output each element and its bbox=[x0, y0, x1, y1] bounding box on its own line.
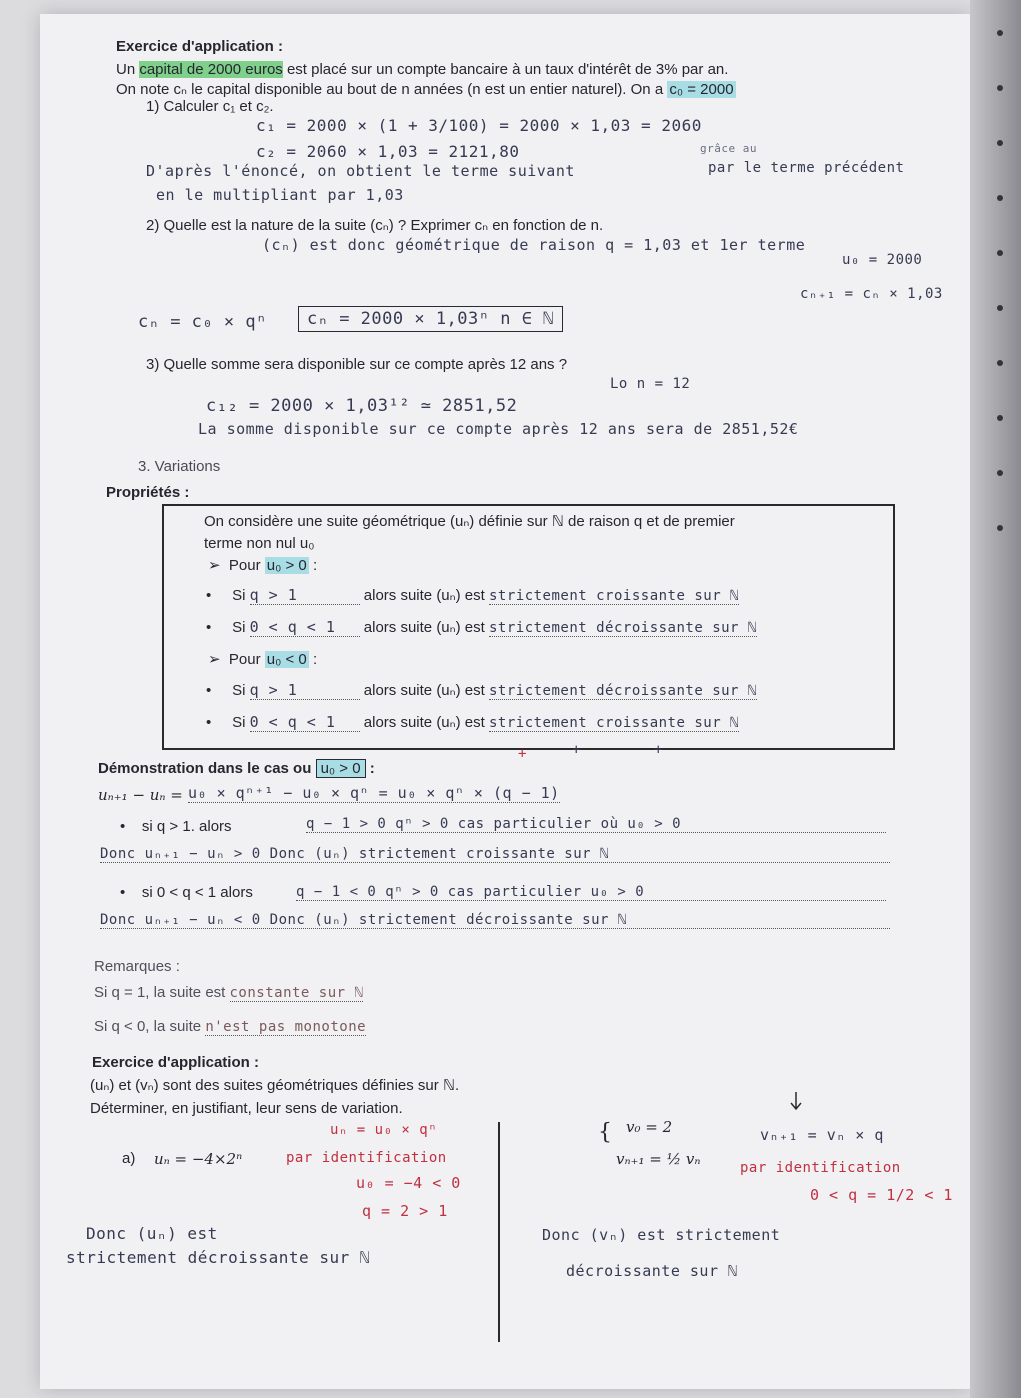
highlighted-capital: capital de 2000 euros bbox=[139, 61, 283, 78]
handwritten-margin-grace: grâce au bbox=[700, 142, 757, 155]
handwritten-a-identification: par identification bbox=[286, 1150, 447, 1166]
property-row-1: • Si q > 1 alors suite (uₙ) est strictement croissante sur ℕ bbox=[206, 586, 739, 604]
exercise2-title: Exercice d'application : bbox=[92, 1054, 259, 1071]
handwritten-cn-formula: cₙ = c₀ × qⁿ bbox=[138, 312, 267, 332]
part-b-v0: v₀ = 2 bbox=[626, 1118, 673, 1136]
part-b-recurrence: vₙ₊₁ = ½ vₙ bbox=[616, 1150, 701, 1168]
properties-intro-line2: terme non nul u₀ bbox=[204, 535, 315, 552]
handwritten-a-q: q = 2 > 1 bbox=[362, 1202, 448, 1220]
handwritten-conclusion-1: Donc uₙ₊₁ − uₙ > 0 Donc (uₙ) strictement croissante sur ℕ bbox=[100, 846, 890, 863]
remark-q-equals-1: Si q = 1, la suite est constante sur ℕ bbox=[94, 984, 364, 1001]
handwritten-factorization: u₀ × qⁿ⁺¹ − u₀ × qⁿ = u₀ × qⁿ × (q − 1) bbox=[188, 784, 560, 802]
handwritten-a-u0: u₀ = −4 < 0 bbox=[356, 1174, 461, 1192]
part-a-label: a) bbox=[122, 1150, 136, 1167]
handwritten-b-general-form: vₙ₊₁ = vₙ × q bbox=[760, 1126, 884, 1144]
plus-sign-3: + bbox=[654, 742, 663, 758]
handwritten-a-general-form: uₙ = u₀ × qⁿ bbox=[330, 1122, 438, 1138]
question-2: 2) Quelle est la nature de la suite (cₙ) ? Exprimer cₙ en fonction de n. bbox=[146, 217, 604, 234]
handwritten-b-q: 0 < q = 1/2 < 1 bbox=[810, 1186, 953, 1204]
system-brace: { bbox=[598, 1120, 612, 1145]
handwritten-conclusion-2: Donc uₙ₊₁ − uₙ < 0 Donc (uₙ) strictement décroissante sur ℕ bbox=[100, 912, 890, 929]
highlighted-c0: c₀ = 2000 bbox=[669, 81, 734, 98]
difference-expression: uₙ₊₁ − uₙ = bbox=[98, 786, 183, 804]
handwritten-explanation: D'après l'énoncé, on obtient le terme suivant bbox=[146, 162, 575, 180]
handwritten-case2: q − 1 < 0 qⁿ > 0 cas particulier u₀ > 0 bbox=[296, 884, 886, 901]
handwritten-c12: c₁₂ = 2000 × 1,03¹² ≃ 2851,52 bbox=[206, 396, 518, 416]
demonstration-title: Démonstration dans le cas ou u₀ > 0 : bbox=[98, 760, 375, 777]
exercise1-statement-line1: Un capital de 2000 euros est placé sur un compte bancaire à un taux d'intérêt de 3% par an. bbox=[116, 61, 729, 78]
handwritten-sum-sentence: La somme disponible sur ce compte après 12 ans sera de 2851,52€ bbox=[198, 420, 799, 438]
case-q-greater-1: • si q > 1. alors bbox=[120, 818, 232, 835]
exercise1-statement-line2: On note cₙ le capital disponible au bout de n années (n est un entier naturel). On a c₀ = 2000 bbox=[116, 81, 734, 98]
handwritten-a-conclusion-1: Donc (uₙ) est bbox=[86, 1224, 218, 1243]
exercise2-line2: Déterminer, en justifiant, leur sens de variation. bbox=[90, 1100, 403, 1117]
case-negative-u0: ➢ Pour u₀ < 0 : bbox=[208, 651, 318, 668]
exercise1-title: Exercice d'application : bbox=[116, 38, 283, 55]
property-row-4: • Si 0 < q < 1 alors suite (uₙ) est strictement croissante sur ℕ bbox=[206, 713, 739, 731]
handwritten-c1: c₁ = 2000 × (1 + 3/100) = 2000 × 1,03 = 2060 bbox=[256, 116, 702, 135]
column-divider bbox=[498, 1122, 500, 1342]
handwritten-margin-terme: par le terme précédent bbox=[708, 160, 905, 176]
property-row-3: • Si q > 1 alors suite (uₙ) est strictement décroissante sur ℕ bbox=[206, 681, 757, 699]
exercise2-line1: (uₙ) et (vₙ) sont des suites géométriques définies sur ℕ. bbox=[90, 1077, 460, 1094]
case-q-between: • si 0 < q < 1 alors bbox=[120, 884, 253, 901]
handwritten-a-conclusion-2: strictement décroissante sur ℕ bbox=[66, 1248, 370, 1267]
handwritten-b-identification: par identification bbox=[740, 1160, 901, 1176]
question-3: 3) Quelle somme sera disponible sur ce compte après 12 ans ? bbox=[146, 356, 568, 373]
question-1: 1) Calculer c₁ et c₂. bbox=[146, 98, 274, 115]
handwritten-u0: u₀ = 2000 bbox=[842, 252, 923, 268]
plus-sign-1: + bbox=[518, 746, 527, 762]
remarks-title: Remarques : bbox=[94, 958, 180, 975]
handwritten-recurrence: cₙ₊₁ = cₙ × 1,03 bbox=[800, 286, 943, 302]
plus-sign-2: + bbox=[572, 742, 581, 758]
handwritten-case1: q − 1 > 0 qⁿ > 0 cas particulier où u₀ > 0 bbox=[306, 816, 886, 833]
binder-edge bbox=[970, 0, 1021, 1398]
handwritten-n12: Lo n = 12 bbox=[610, 376, 691, 392]
section-variations: 3. Variations bbox=[138, 458, 221, 475]
down-arrow-icon bbox=[786, 1090, 806, 1112]
handwritten-multiplying: en le multipliant par 1,03 bbox=[156, 186, 404, 204]
boxed-cn-formula: cₙ = 2000 × 1,03ⁿ n ∈ ℕ bbox=[298, 306, 563, 332]
property-row-2: • Si 0 < q < 1 alors suite (uₙ) est strictement décroissante sur ℕ bbox=[206, 618, 757, 636]
handwritten-nature: (cₙ) est donc géométrique de raison q = 1,03 et 1er terme bbox=[262, 236, 806, 254]
part-a-definition: uₙ = −4×2ⁿ bbox=[154, 1150, 243, 1168]
properties-intro-line1: On considère une suite géométrique (uₙ) définie sur ℕ de raison q et de premier bbox=[204, 513, 735, 530]
handwritten-c2: c₂ = 2060 × 1,03 = 2121,80 bbox=[256, 142, 520, 161]
case-positive-u0: ➢ Pour u₀ > 0 : bbox=[208, 557, 318, 574]
handwritten-b-conclusion-2: décroissante sur ℕ bbox=[566, 1262, 738, 1280]
properties-title: Propriétés : bbox=[106, 484, 190, 501]
remark-q-negative: Si q < 0, la suite n'est pas monotone bbox=[94, 1018, 367, 1035]
handwritten-b-conclusion-1: Donc (vₙ) est strictement bbox=[542, 1226, 781, 1244]
